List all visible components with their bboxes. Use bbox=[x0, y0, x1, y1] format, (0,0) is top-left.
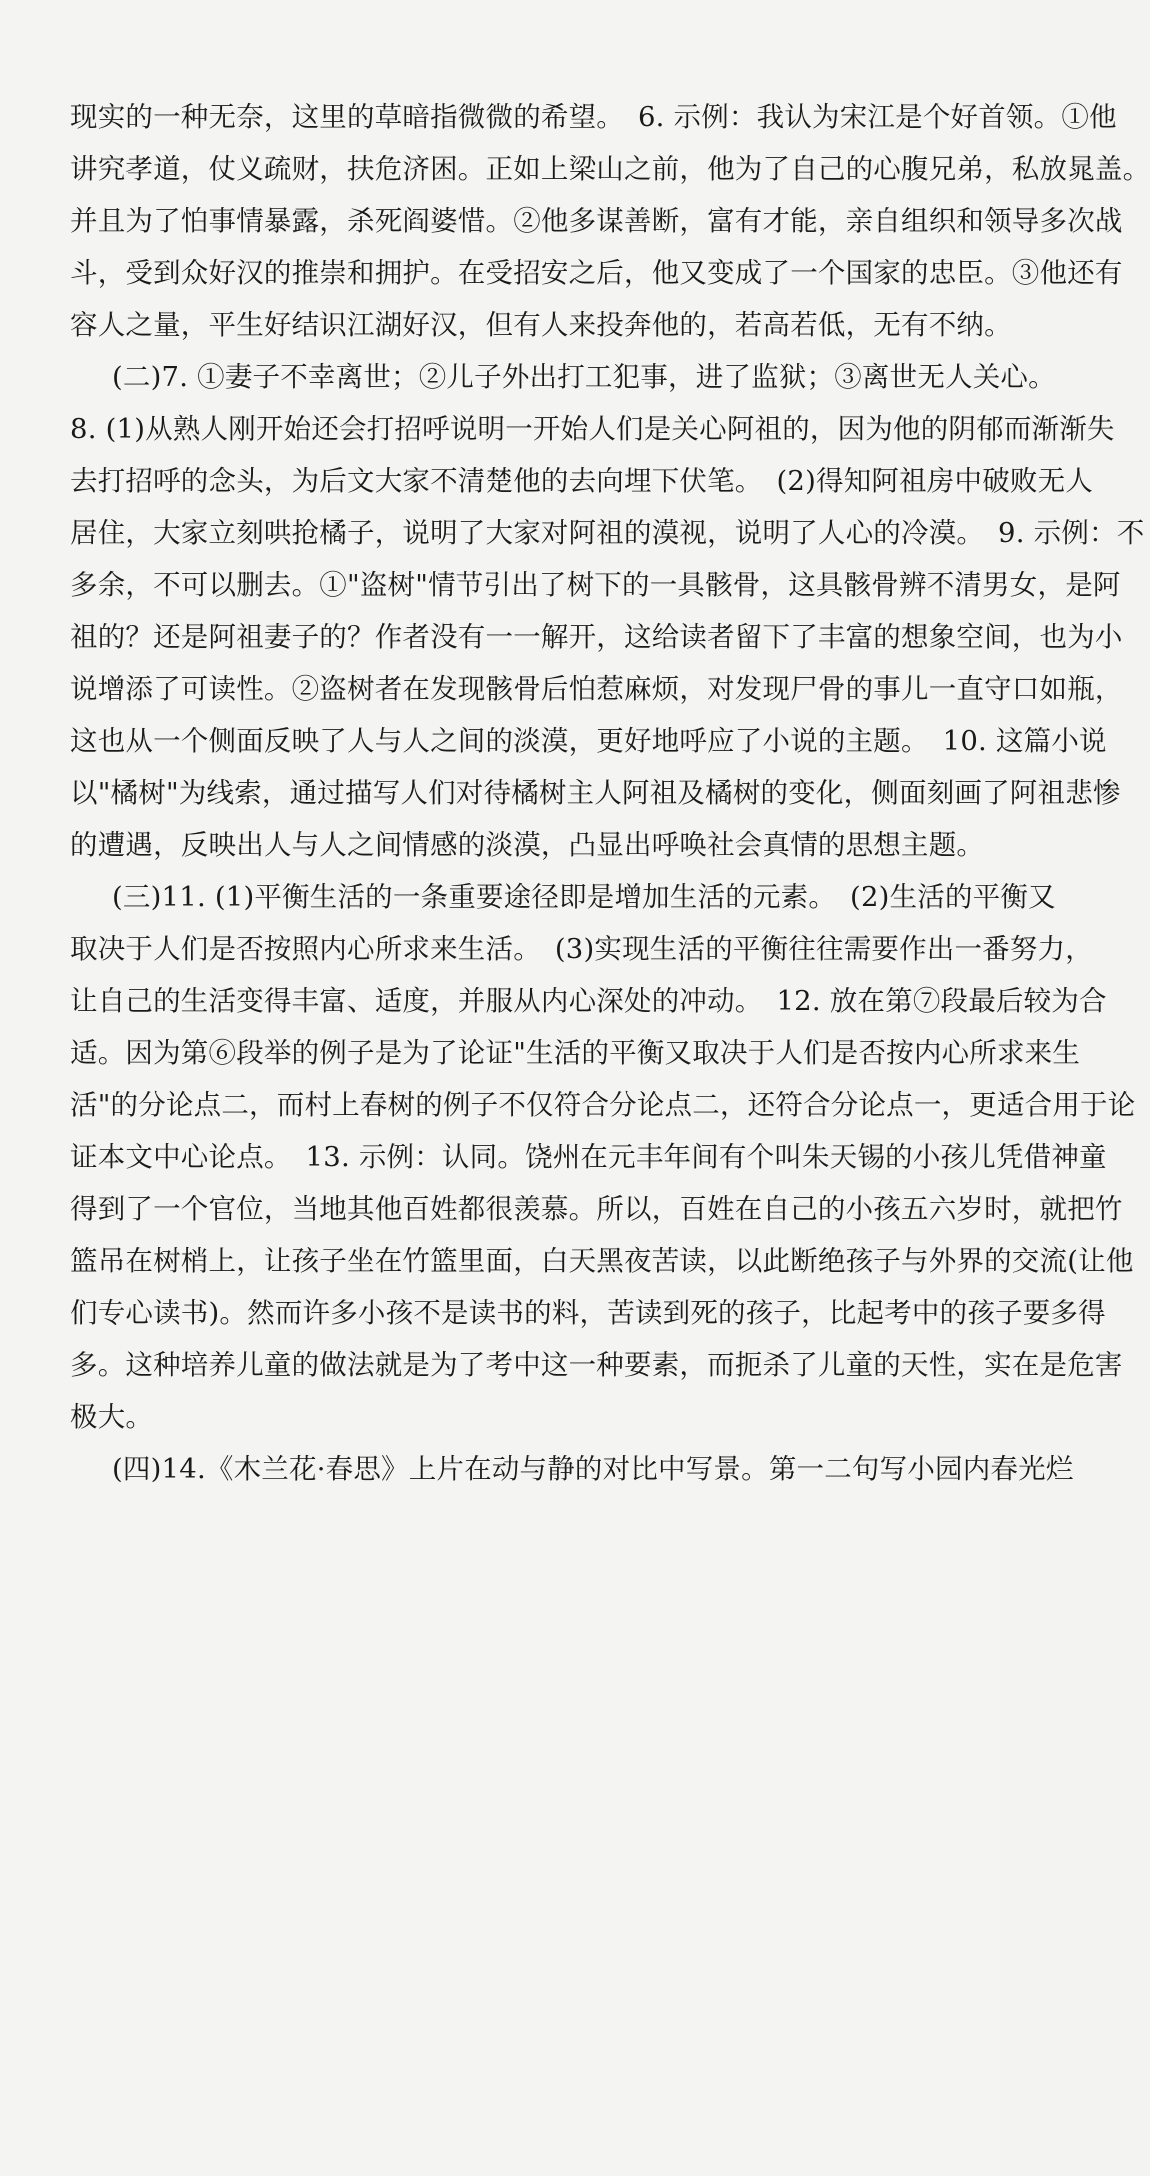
text-line: 容人之量，平生好结识江湖好汉，但有人来投奔他的，若高若低，无有不纳。 bbox=[70, 309, 1012, 341]
text-line: 证本文中心论点。 13. 示例：认同。饶州在元丰年间有个叫朱天锡的小孩儿凭借神童 bbox=[70, 1141, 1107, 1173]
text-line: 讲究孝道，仗义疏财，扶危济困。正如上梁山之前，他为了自己的心腹兄弟，私放晁盖。 bbox=[70, 153, 1150, 185]
text-line: (四)14.《木兰花·春思》上片在动与静的对比中写景。第一二句写小园内春光烂 bbox=[112, 1453, 1074, 1485]
text-line: 极大。 bbox=[70, 1401, 154, 1433]
text-line: 们专心读书)。然而许多小孩不是读书的料，苦读到死的孩子，比起考中的孩子要多得 bbox=[70, 1297, 1106, 1329]
text-line: 并且为了怕事情暴露，杀死阎婆惜。②他多谋善断，富有才能，亲自组织和领导多次战 bbox=[70, 205, 1123, 237]
text-line: 取决于人们是否按照内心所求来生活。 (3)实现生活的平衡往往需要作出一番努力， bbox=[70, 933, 1094, 965]
text-line: 祖的？还是阿祖妻子的？作者没有一一解开，这给读者留下了丰富的想象空间，也为小 bbox=[70, 621, 1123, 653]
text-line: 适。因为第⑥段举的例子是为了论证"生活的平衡又取决于人们是否按内心所求来生 bbox=[70, 1037, 1081, 1069]
text-line: 这也从一个侧面反映了人与人之间的淡漠，更好地呼应了小说的主题。 10. 这篇小说 bbox=[70, 725, 1107, 757]
text-line: (三)11. (1)平衡生活的一条重要途径即是增加生活的元素。 (2)生活的平衡又 bbox=[112, 881, 1056, 913]
text-line: 去打招呼的念头，为后文大家不清楚他的去向埋下伏笔。 (2)得知阿祖房中破败无人 bbox=[70, 465, 1094, 497]
text-line: 斗，受到众好汉的推崇和拥护。在受招安之后，他又变成了一个国家的忠臣。③他还有 bbox=[70, 257, 1123, 289]
text-line: 现实的一种无奈，这里的草暗指微微的希望。 6. 示例：我认为宋江是个好首领。①他 bbox=[70, 101, 1117, 133]
text-line: 多余，不可以删去。①"盗树"情节引出了树下的一具骸骨，这具骸骨辨不清男女，是阿 bbox=[70, 569, 1121, 601]
text-line: 多。这种培养儿童的做法就是为了考中这一种要素，而扼杀了儿童的天性，实在是危害 bbox=[70, 1349, 1123, 1381]
text-line: 活"的分论点二，而村上春树的例子不仅符合分论点二，还符合分论点一，更适合用于论 bbox=[70, 1089, 1136, 1121]
text-line: (二)7. ①妻子不幸离世；②儿子外出打工犯事，进了监狱；③离世无人关心。 bbox=[112, 361, 1056, 393]
text-line: 的遭遇，反映出人与人之间情感的淡漠，凸显出呼唤社会真情的思想主题。 bbox=[70, 829, 985, 861]
text-line: 篮吊在树梢上，让孩子坐在竹篮里面，白天黑夜苦读，以此断绝孩子与外界的交流(让他 bbox=[70, 1245, 1134, 1277]
text-line: 居住，大家立刻哄抢橘子，说明了大家对阿祖的漠视，说明了人心的冷漠。 9. 示例：不 bbox=[70, 517, 1145, 549]
text-line: 8. (1)从熟人刚开始还会打招呼说明一开始人们是关心阿祖的，因为他的阴郁而渐渐失 bbox=[70, 413, 1115, 445]
text-line: 让自己的生活变得丰富、适度，并服从内心深处的冲动。 12. 放在第⑦段最后较为合 bbox=[70, 985, 1107, 1017]
text-line: 得到了一个官位，当地其他百姓都很羡慕。所以，百姓在自己的小孩五六岁时，就把竹 bbox=[70, 1193, 1123, 1225]
text-line: 说增添了可读性。②盗树者在发现骸骨后怕惹麻烦，对发现尸骨的事儿一直守口如瓶， bbox=[70, 673, 1123, 705]
text-line: 以"橘树"为线索，通过描写人们对待橘树主人阿祖及橘树的变化，侧面刻画了阿祖悲惨 bbox=[70, 777, 1121, 809]
